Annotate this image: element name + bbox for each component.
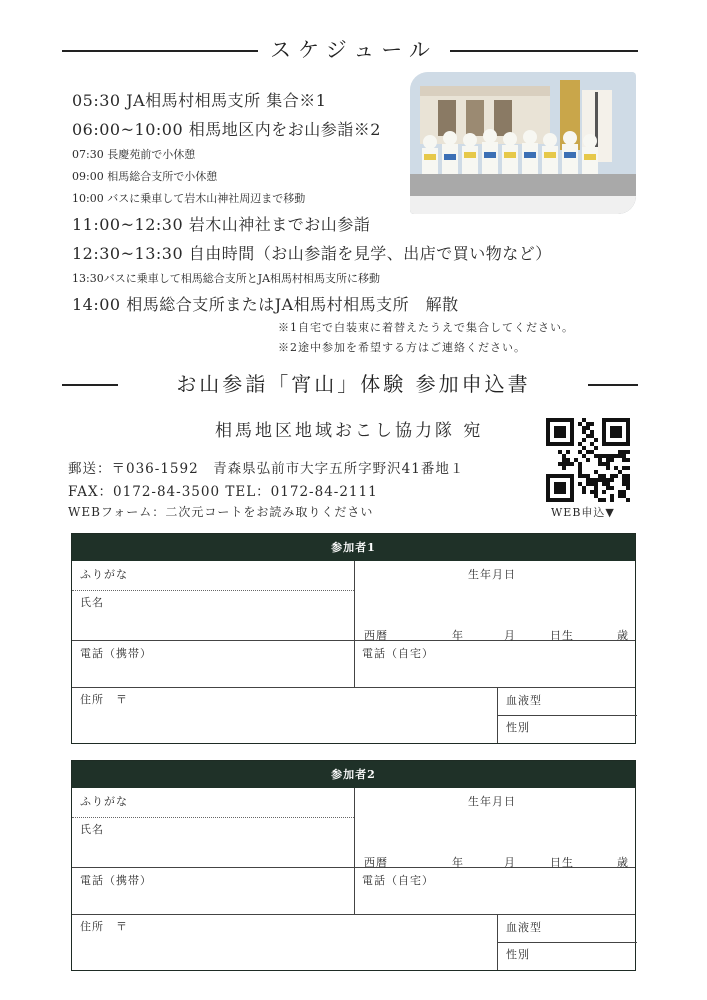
gender-field[interactable]: 性別 — [506, 948, 530, 961]
schedule-item: 09:00 相馬総合支所で小休憩 — [72, 170, 218, 183]
furigana-field[interactable]: ふりがな — [80, 795, 128, 808]
address-field[interactable]: 住所 〒 — [80, 693, 128, 706]
year-label: 年 — [452, 629, 464, 642]
participant-header: 参加者2 — [72, 761, 635, 788]
qr-code[interactable] — [546, 418, 630, 502]
web-apply-label: WEB申込▼ — [551, 506, 615, 519]
postal-address: 郵送：〒036-1592 青森県弘前市大字五所字野沢41番地１ — [68, 461, 465, 477]
fax-tel: FAX：0172-84-3500 TEL：0172-84-2111 — [68, 484, 378, 500]
schedule-item: 07:30 長慶苑前で小休憩 — [72, 148, 196, 161]
day-label: 日生 — [550, 856, 574, 869]
year-label: 年 — [452, 856, 464, 869]
month-label: 月 — [504, 629, 516, 642]
name-field[interactable]: 氏名 — [80, 823, 104, 836]
participant-header: 参加者1 — [72, 534, 635, 561]
schedule-item: 10:00 バスに乗車して岩木山神社周辺まで移動 — [72, 192, 306, 205]
schedule-item: 05:30 JA相馬村相馬支所 集合※1 — [72, 91, 327, 110]
divider — [497, 942, 637, 943]
era-label: 西暦 — [364, 856, 388, 869]
participant-form — [71, 760, 636, 971]
schedule-item: 14:00 相馬総合支所またはJA相馬村相馬支所 解散 — [72, 295, 459, 314]
schedule-rule-right — [450, 50, 638, 52]
birthdate-label: 生年月日 — [468, 568, 516, 581]
age-label: 歳 — [617, 629, 629, 642]
age-label: 歳 — [617, 856, 629, 869]
divider — [354, 788, 355, 914]
divider — [72, 590, 354, 591]
divider — [497, 715, 637, 716]
blood-type-field[interactable]: 血液型 — [506, 694, 542, 707]
divider — [354, 561, 355, 687]
divider — [72, 817, 354, 818]
note-1: ※1自宅で白装束に着替えたうえで集合してください。 — [278, 321, 574, 334]
form-title: お山参詣「宵山」体験 参加申込書 — [176, 372, 531, 396]
blood-type-field[interactable]: 血液型 — [506, 921, 542, 934]
qr-code-image — [546, 418, 630, 502]
participant-form — [71, 533, 636, 744]
gender-field[interactable]: 性別 — [506, 721, 530, 734]
name-field[interactable]: 氏名 — [80, 596, 104, 609]
note-2: ※2途中参加を希望する方はご連絡ください。 — [278, 341, 526, 354]
schedule-item: 06:00~10:00 相馬地区内をお山参詣※2 — [72, 120, 381, 139]
mobile-phone-field[interactable]: 電話（携帯） — [80, 874, 152, 887]
mobile-phone-field[interactable]: 電話（携帯） — [80, 647, 152, 660]
schedule-item: 12:30~13:30 自由時間（お山参詣を見学、出店で買い物など） — [72, 244, 552, 263]
era-label: 西暦 — [364, 629, 388, 642]
home-phone-field[interactable]: 電話（自宅） — [362, 647, 434, 660]
schedule-item: 13:30バスに乗車して相馬総合支所とJA相馬村相馬支所に移動 — [72, 272, 381, 285]
web-form-note: WEBフォーム：二次元コートをお読み取りください — [68, 505, 374, 519]
divider — [72, 914, 635, 915]
address-field[interactable]: 住所 〒 — [80, 920, 128, 933]
home-phone-field[interactable]: 電話（自宅） — [362, 874, 434, 887]
furigana-field[interactable]: ふりがな — [80, 568, 128, 581]
month-label: 月 — [504, 856, 516, 869]
schedule-title: スケジュール — [270, 38, 437, 62]
schedule-notes — [278, 318, 574, 358]
birthdate-label: 生年月日 — [468, 795, 516, 808]
divider — [72, 687, 635, 688]
schedule-list — [72, 86, 632, 319]
day-label: 日生 — [550, 629, 574, 642]
form-rule-right — [588, 384, 638, 386]
schedule-item: 11:00~12:30 岩木山神社までお山参詣 — [72, 215, 371, 234]
recipient: 相馬地区地域おこし協力隊 宛 — [215, 421, 484, 441]
